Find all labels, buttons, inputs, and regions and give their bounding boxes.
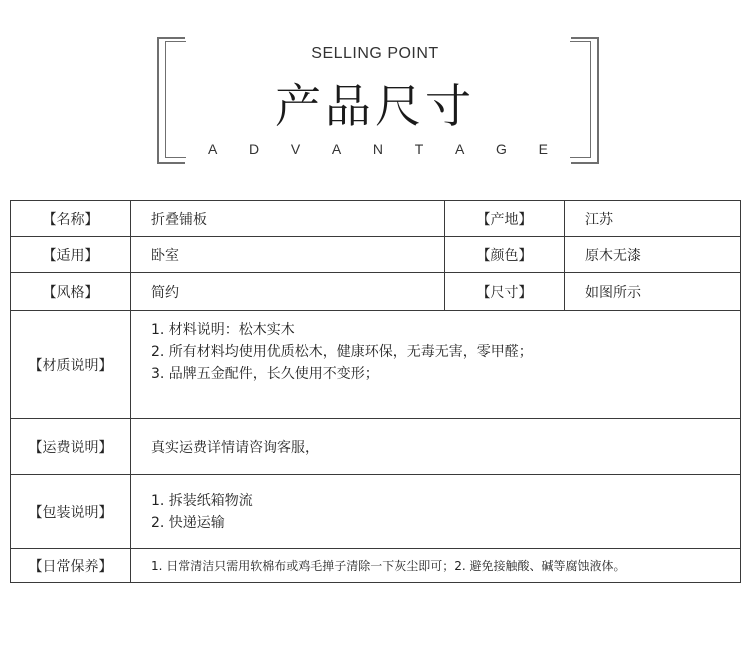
package-value	[131, 475, 741, 549]
tagline-letter: T	[414, 141, 424, 157]
section-subtitle: SELLING POINT	[311, 45, 439, 62]
use-key: 【适用】	[11, 237, 131, 273]
table-row	[11, 273, 741, 311]
package-line: 2. 快递运输	[151, 514, 225, 531]
material-key: 【材质说明】	[11, 311, 131, 419]
care-key: 【日常保养】	[11, 549, 131, 583]
origin-key: 【产地】	[445, 201, 565, 237]
spec-table	[10, 200, 741, 583]
color-key: 【颜色】	[445, 237, 565, 273]
shipping-key: 【运费说明】	[11, 419, 131, 475]
table-row	[11, 237, 741, 273]
style-value: 简约	[131, 273, 445, 311]
size-value: 如图所示	[565, 273, 741, 311]
use-value: 卧室	[131, 237, 445, 273]
style-key: 【风格】	[11, 273, 131, 311]
name-value: 折叠铺板	[131, 201, 445, 237]
color-value: 原木无漆	[565, 237, 741, 273]
package-line: 1. 拆装纸箱物流	[151, 492, 253, 509]
table-row	[11, 475, 741, 549]
tagline-letter: A	[454, 141, 465, 157]
origin-value: 江苏	[565, 201, 741, 237]
name-key: 【名称】	[11, 201, 131, 237]
package-key: 【包装说明】	[11, 475, 131, 549]
tagline-letter: A	[208, 141, 218, 157]
tagline-letter: E	[538, 141, 548, 157]
tagline-letter: V	[290, 141, 301, 157]
table-row	[11, 311, 741, 419]
table-row	[11, 201, 741, 237]
tagline-letter: N	[372, 141, 384, 157]
material-line: 1. 材料说明：松木实木	[151, 322, 295, 338]
tagline-letter: G	[496, 141, 507, 157]
tagline-letter: A	[331, 141, 342, 157]
care-value: 1. 日常清洁只需用软棉布或鸡毛掸子清除一下灰尘即可；2. 避免接触酸、碱等腐蚀液体。	[131, 549, 741, 583]
tagline-letter: D	[249, 141, 260, 157]
material-line: 2. 所有材料均使用优质松木，健康环保，无毒无害，零甲醛；	[151, 344, 533, 360]
material-line: 3. 品牌五金配件，长久使用不变形；	[151, 366, 379, 382]
table-row	[11, 549, 741, 583]
tagline	[208, 141, 548, 157]
shipping-value: 真实运费详情请咨询客服，	[131, 419, 741, 475]
size-key: 【尺寸】	[445, 273, 565, 311]
section-title: 产品尺寸	[275, 79, 475, 133]
material-value	[131, 311, 741, 419]
table-row	[11, 419, 741, 475]
